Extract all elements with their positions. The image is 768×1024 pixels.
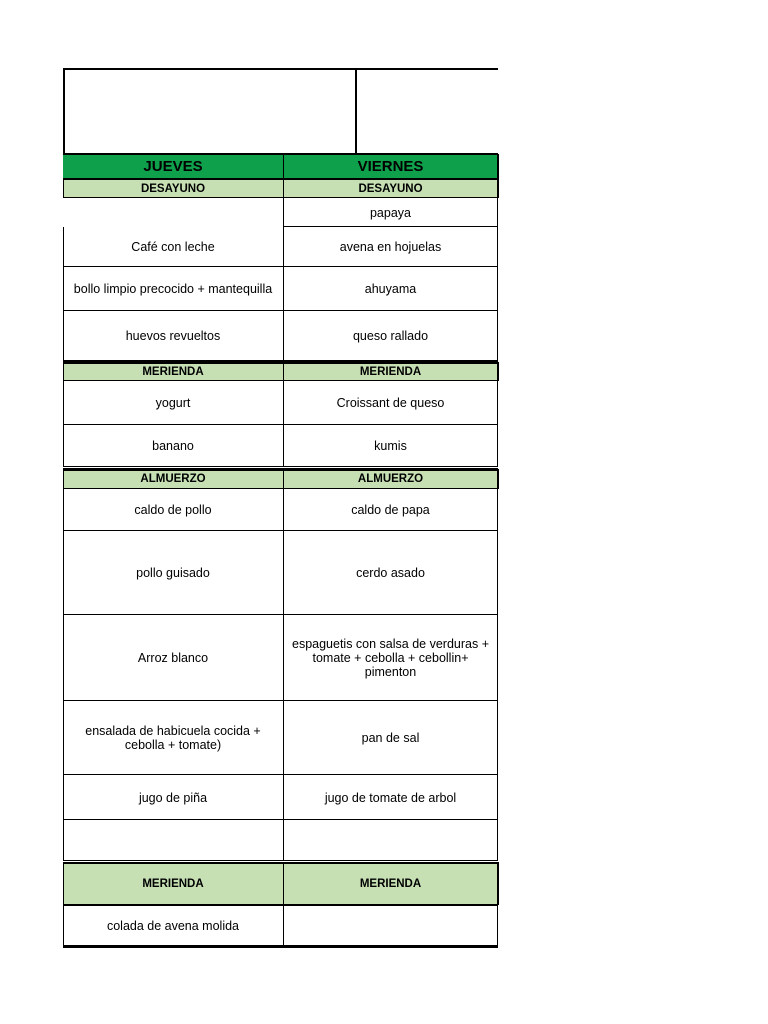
grid-line — [283, 198, 284, 227]
menu-item-viernes: jugo de tomate de arbol — [324, 790, 457, 805]
menu-item-viernes: espaguetis con salsa de verduras + tomate + cebolla + cebollin+ pimenton — [292, 637, 489, 679]
grid-line — [63, 179, 64, 198]
menu-item-jueves: yogurt — [155, 396, 191, 410]
grid-line — [283, 531, 284, 615]
menu-item-jueves: ensalada de habicuela cocida + cebolla + tomate) — [85, 724, 261, 752]
grid-line — [63, 701, 64, 775]
menu-item-jueves: huevos revueltos — [125, 329, 221, 343]
day-header-jueves: JUEVES — [63, 154, 283, 179]
menu-item-jueves: Arroz blanco — [137, 651, 209, 665]
menu-item-viernes: Croissant de queso — [336, 396, 445, 410]
grid-line — [63, 381, 64, 425]
menu-item-jueves — [63, 198, 283, 227]
grid-line — [283, 701, 284, 775]
grid-line — [63, 227, 64, 267]
grid-line — [63, 615, 64, 701]
day-header-top-border — [63, 153, 498, 155]
meal-label-merienda_1-jueves: MERIENDA — [63, 362, 283, 381]
grid-line — [63, 775, 64, 820]
grid-line — [63, 531, 64, 615]
grid-line — [283, 862, 284, 905]
grid-line — [283, 381, 284, 425]
grid-line — [497, 531, 498, 615]
merienda-top-rule — [63, 361, 498, 363]
day-header-viernes: VIERNES — [283, 154, 498, 179]
grid-line — [63, 860, 498, 861]
grid-line — [63, 820, 64, 861]
grid-line — [497, 489, 498, 531]
meal-label-almuerzo-jueves: ALMUERZO — [63, 469, 283, 489]
grid-line — [283, 425, 284, 467]
grid-line — [283, 227, 284, 267]
header-left-border — [63, 68, 65, 154]
grid-line — [63, 466, 498, 467]
grid-line — [63, 362, 64, 381]
grid-line — [497, 862, 499, 905]
menu-item-viernes: avena en hojuelas — [339, 240, 442, 254]
meal-label-desayuno-viernes: DESAYUNO — [283, 179, 498, 198]
meal-label-desayuno-jueves: DESAYUNO — [63, 179, 283, 198]
grid-line — [63, 905, 64, 946]
header-divider — [355, 68, 357, 154]
grid-line — [497, 179, 499, 198]
grid-line — [497, 425, 498, 467]
grid-line — [283, 362, 284, 381]
section-top-border — [63, 179, 498, 180]
grid-line — [63, 267, 64, 311]
grid-line — [63, 489, 64, 531]
menu-item-viernes: cerdo asado — [356, 566, 425, 580]
grid-line — [497, 198, 498, 227]
menu-item-viernes: pan de sal — [361, 731, 420, 745]
grid-line — [497, 905, 498, 946]
menu-item-jueves: caldo de pollo — [134, 503, 212, 517]
meal-label-almuerzo-viernes: ALMUERZO — [283, 469, 498, 489]
menu-item-jueves: pollo guisado — [136, 566, 210, 580]
grid-line — [497, 820, 498, 861]
menu-item-viernes — [283, 820, 498, 861]
menu-item-jueves: banano — [152, 439, 194, 453]
menu-item-jueves: jugo de piña — [138, 790, 208, 805]
grid-line — [497, 267, 498, 311]
meal-label-merienda_1-viernes: MERIENDA — [283, 362, 498, 381]
menu-item-viernes: ahuyama — [364, 282, 417, 296]
menu-item-jueves: Café con leche — [131, 240, 215, 254]
grid-line — [63, 862, 64, 905]
grid-line — [497, 775, 498, 820]
grid-line — [63, 425, 64, 467]
grid-line — [497, 701, 498, 775]
menu-item-jueves — [63, 820, 283, 861]
grid-line — [497, 469, 499, 489]
section-top-border — [63, 862, 498, 864]
grid-line — [497, 362, 499, 381]
grid-line — [283, 775, 284, 820]
bottom-rule — [63, 946, 498, 948]
almuerzo-top-rule — [63, 468, 498, 470]
menu-item-viernes — [283, 905, 498, 946]
grid-line — [283, 311, 284, 361]
grid-line — [283, 469, 284, 489]
meal-label-merienda_2-viernes: MERIENDA — [283, 862, 498, 905]
grid-line — [497, 154, 499, 179]
menu-item-viernes: queso rallado — [352, 329, 429, 343]
menu-item-viernes: caldo de papa — [351, 503, 430, 517]
grid-line — [283, 905, 284, 946]
header-top-border — [63, 68, 498, 70]
grid-line — [283, 615, 284, 701]
grid-line — [283, 154, 284, 179]
menu-item-viernes: papaya — [369, 205, 411, 220]
grid-line — [497, 311, 498, 361]
grid-line — [283, 267, 284, 311]
grid-line — [497, 615, 498, 701]
meal-label-merienda_2-jueves: MERIENDA — [63, 862, 283, 905]
grid-line — [283, 489, 284, 531]
grid-line — [63, 311, 64, 361]
menu-item-viernes: kumis — [374, 439, 407, 453]
grid-line — [63, 469, 64, 489]
grid-line — [283, 179, 284, 198]
menu-item-jueves: bollo limpio precocido + mantequilla — [73, 282, 273, 296]
grid-line — [497, 381, 498, 425]
menu-item-jueves: colada de avena molida — [106, 918, 240, 933]
grid-line — [283, 820, 284, 861]
grid-line — [497, 227, 498, 267]
